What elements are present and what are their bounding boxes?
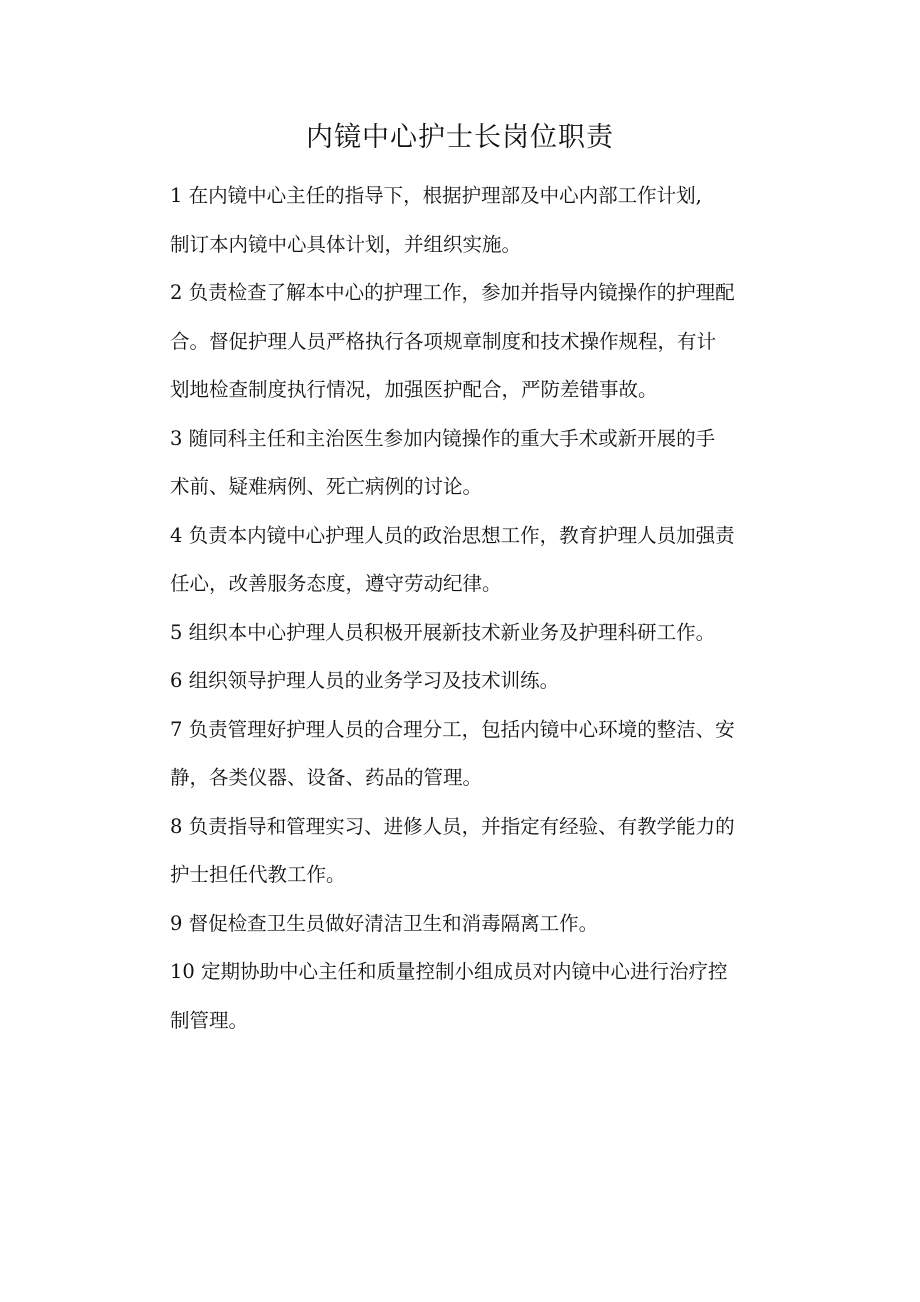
duty-line: 4 负责本内镜中心护理人员的政治思想工作，教育护理人员加强责 [170,523,735,547]
duty-item-4 [170,512,790,609]
duty-line: 制管理。 [170,1008,249,1032]
duty-line: 合。督促护理人员严格执行各项规章制度和技术操作规程，有计 [170,329,717,353]
duty-item-9 [170,900,790,949]
duty-line: 静，各类仪器、设备、药品的管理。 [170,766,483,789]
duty-line: 5 组织本中心护理人员积极开展新技术新业务及护理科研工作。 [170,620,716,644]
duty-line: 1 在内镜中心主任的指导下，根据护理部及中心内部工作计划, [170,184,702,207]
duty-line: 术前、疑难病例、死亡病例的讨论。 [170,475,483,498]
duty-item-6 [170,657,790,706]
duty-line: 7 负责管理好护理人员的合理分工，包括内镜中心环境的整洁、安 [170,717,735,741]
duty-line: 护士担任代教工作。 [170,863,346,886]
duty-item-3 [170,415,790,512]
duty-line: 9 督促检查卫生员做好清洁卫生和消毒隔离工作。 [170,911,599,935]
duty-line: 8 负责指导和管理实习、进修人员，并指定有经验、有教学能力的 [170,814,735,838]
duty-line: 10 定期协助中心主任和质量控制小组成员对内镜中心进行治疗控 [170,960,728,983]
duty-line: 2 负责检查了解本中心的护理工作，参加并指导内镜操作的护理配 [170,281,735,304]
duty-line: 划地检查制度执行情况，加强医护配合，严防差错事故。 [170,378,658,401]
duty-item-7 [170,706,790,803]
duty-line: 3 随同科主任和主治医生参加内镜操作的重大手术或新开展的手 [170,426,716,450]
duty-item-2 [170,269,790,415]
duty-line: 制订本内镜中心具体计划，并组织实施。 [170,232,522,256]
document-title: 内镜中心护士长岗位职责 [306,122,614,153]
duty-item-10 [170,948,790,1045]
duty-line: 任心，改善服务态度，遵守劳动纪律。 [170,572,502,595]
duty-line: 6 组织领导护理人员的业务学习及技术训练。 [170,669,560,692]
duty-list [170,172,790,1045]
duty-item-5 [170,609,790,658]
duty-item-8 [170,803,790,900]
duty-item-1 [170,172,790,269]
